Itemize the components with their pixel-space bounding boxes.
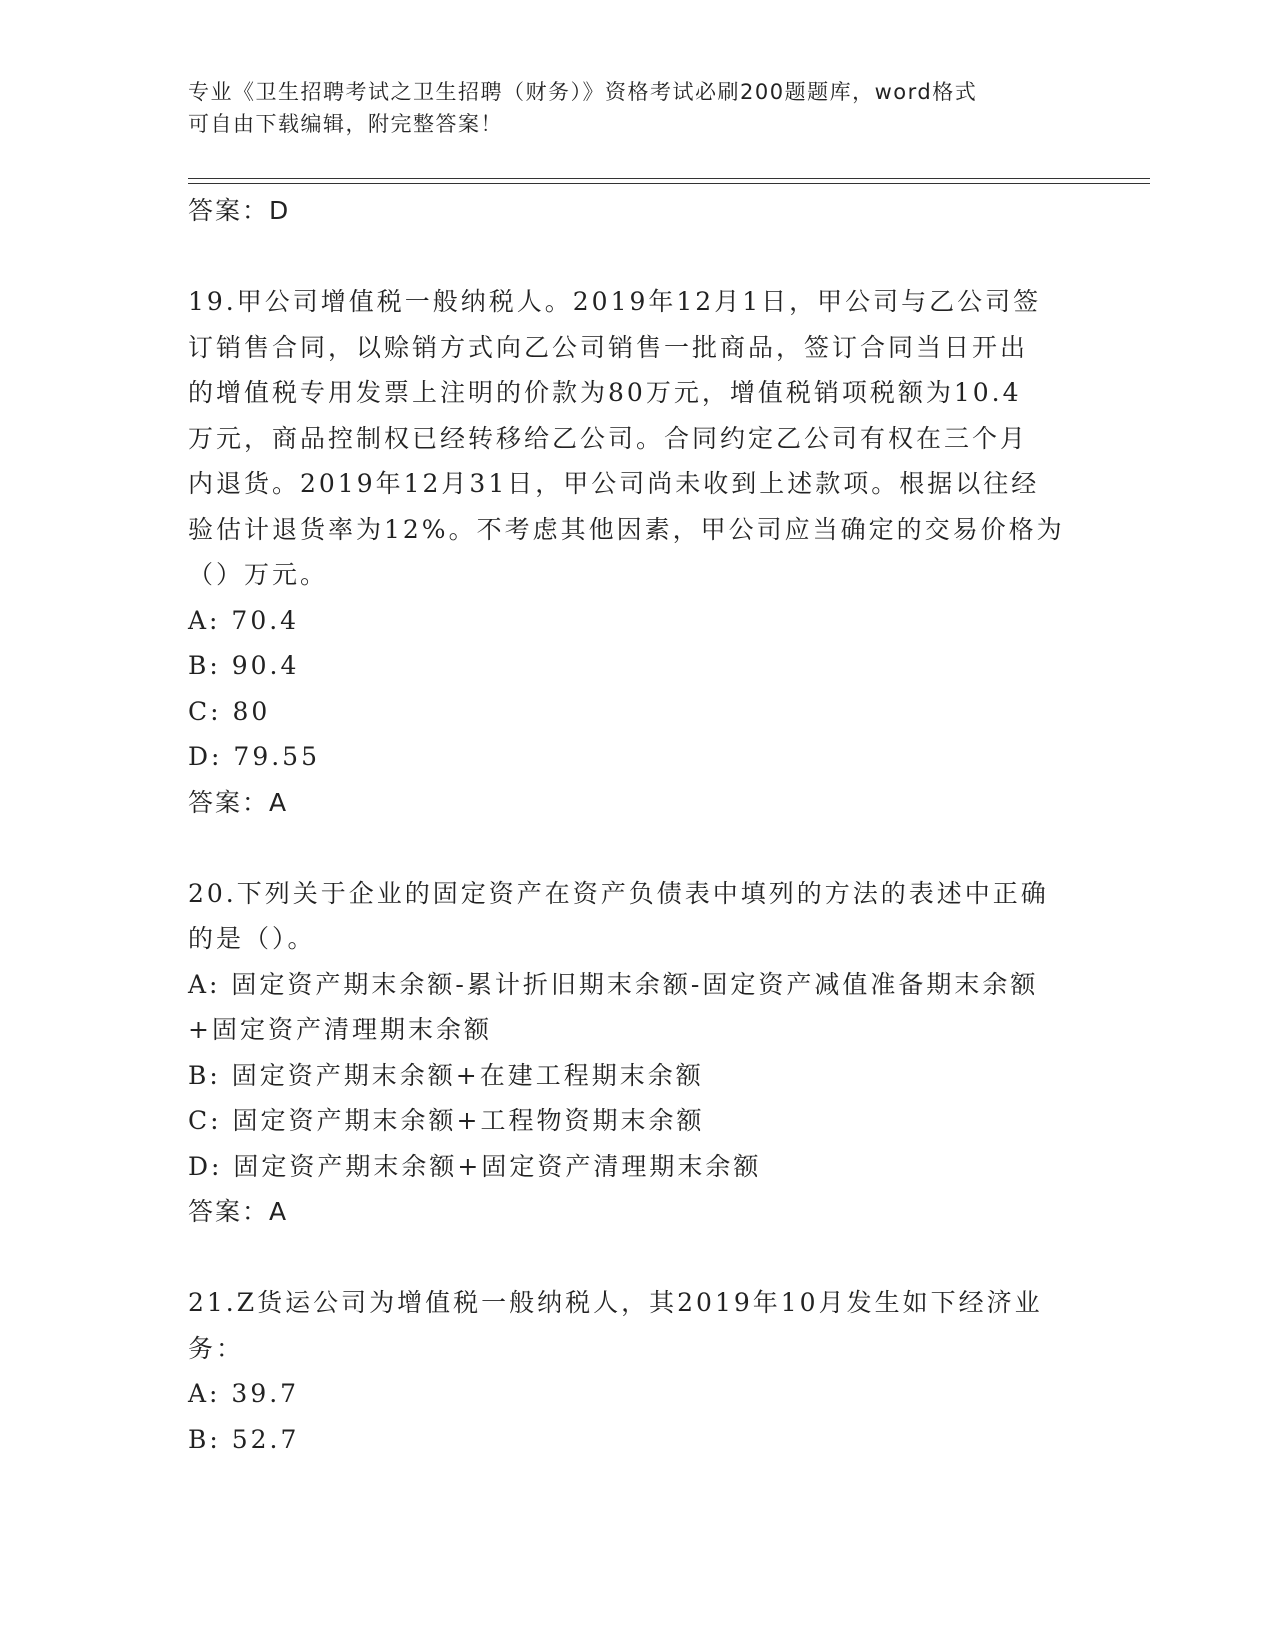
question-stem-line: 验估计退货率为12%。不考虑其他因素，甲公司应当确定的交易价格为 (188, 514, 1065, 544)
option-d: D: 固定资产期末余额+固定资产清理期末余额 (188, 1151, 762, 1181)
header-rule-bottom (188, 183, 1150, 184)
answer: 答案：A (188, 787, 289, 817)
option-c: C: 固定资产期末余额+工程物资期末余额 (188, 1106, 705, 1135)
header-line-1: 专业《卫生招聘考试之卫生招聘（财务）》资格考试必刷200题题库，word格式 (188, 80, 978, 104)
question-stem-line: 19.甲公司增值税一般纳税人。2019年12月1日，甲公司与乙公司签 (188, 287, 1042, 316)
header-line-2: 可自由下载编辑，附完整答案！ (188, 112, 503, 136)
question-stem-line: 的增值税专用发票上注明的价款为80万元，增值税销项税额为10.4 (188, 378, 1022, 407)
question-21 (188, 1280, 1088, 1462)
option-a: A: 70.4 (188, 605, 300, 635)
previous-answer: 答案：D (188, 196, 291, 225)
option-a-continued: +固定资产清理期末余额 (188, 1015, 492, 1044)
question-stem-line: （）万元。 (188, 560, 329, 589)
question-20 (188, 871, 1088, 1235)
question-stem-line: 万元，商品控制权已经转移给乙公司。合同约定乙公司有权在三个月 (188, 423, 1029, 453)
document-header (188, 76, 1088, 140)
answer: 答案：A (188, 1197, 289, 1226)
document-body (188, 188, 1088, 1462)
question-stem-line: 订销售合同，以赊销方式向乙公司销售一批商品，签订合同当日开出 (188, 332, 1029, 362)
option-b: B: 90.4 (188, 651, 300, 680)
option-b: B: 固定资产期末余额+在建工程期末余额 (188, 1060, 704, 1090)
question-stem-line: 的是（）。 (188, 924, 316, 953)
header-rule-top (188, 178, 1150, 179)
option-a: A: 固定资产期末余额-累计折旧期末余额-固定资产减值准备期末余额 (188, 969, 1039, 999)
option-d: D: 79.55 (188, 742, 320, 771)
question-stem-line: 内退货。2019年12月31日，甲公司尚未收到上述款项。根据以往经 (188, 469, 1040, 498)
question-19 (188, 279, 1088, 825)
question-stem-line: 务： (188, 1333, 245, 1363)
option-c: C: 80 (188, 696, 271, 726)
question-stem-line: 20.下列关于企业的固定资产在资产负债表中填列的方法的表述中正确 (188, 878, 1049, 908)
option-a: A: 39.7 (188, 1379, 300, 1408)
question-stem-line: 21.Z货运公司为增值税一般纳税人，其2019年10月发生如下经济业 (188, 1288, 1043, 1317)
option-b: B: 52.7 (188, 1424, 300, 1454)
